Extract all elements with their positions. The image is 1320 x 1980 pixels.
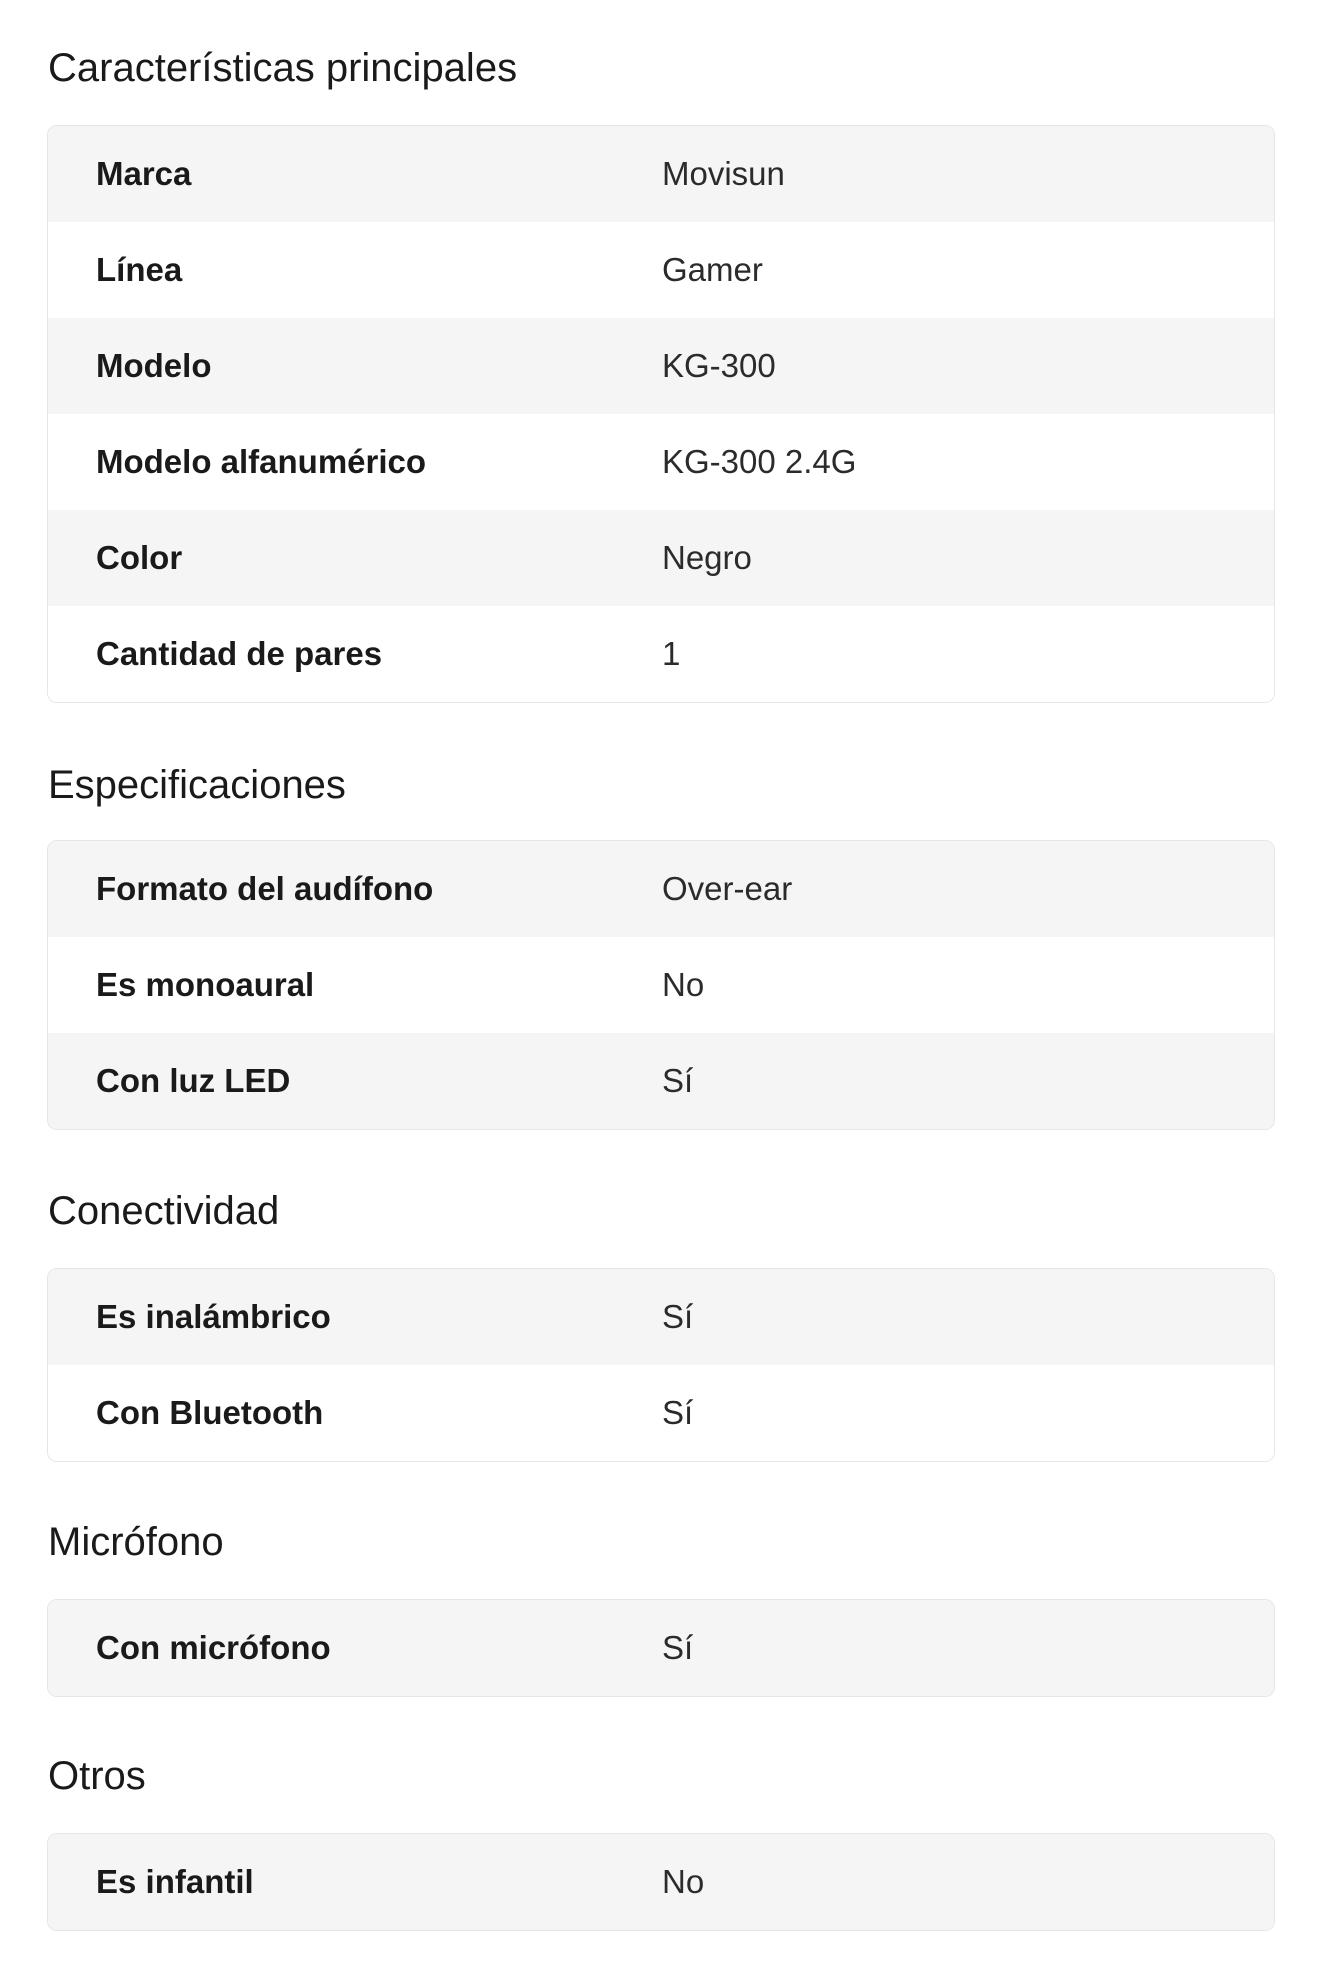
- spec-label: Formato del audífono: [96, 870, 434, 907]
- spec-value: KG-300 2.4G: [662, 443, 857, 480]
- spec-value: Sí: [662, 1298, 694, 1335]
- spec-row: [48, 1033, 1274, 1129]
- spec-label: Color: [96, 539, 183, 576]
- spec-label: Modelo: [96, 347, 212, 384]
- spec-row: [48, 126, 1274, 222]
- spec-table-especificaciones: [47, 840, 1275, 1130]
- spec-label: Con micrófono: [96, 1629, 331, 1666]
- spec-value: Gamer: [662, 251, 763, 288]
- spec-table-otros: [47, 1833, 1275, 1931]
- section-title-otros: Otros: [48, 1754, 146, 1798]
- spec-row: [48, 1365, 1274, 1461]
- spec-value: Movisun: [662, 155, 785, 192]
- spec-value: KG-300: [662, 347, 776, 384]
- spec-row: [48, 841, 1274, 937]
- spec-value: Sí: [662, 1394, 694, 1431]
- spec-label: Línea: [96, 251, 183, 288]
- spec-row: [48, 937, 1274, 1033]
- spec-value: Negro: [662, 539, 752, 576]
- spec-label: Es monoaural: [96, 966, 315, 1003]
- section-title-microfono: Micrófono: [48, 1520, 224, 1564]
- spec-label: Con luz LED: [96, 1062, 291, 1099]
- spec-label: Es infantil: [96, 1863, 254, 1900]
- spec-row: [48, 510, 1274, 606]
- spec-row: [48, 318, 1274, 414]
- spec-table-caracteristicas: [47, 125, 1275, 703]
- spec-label: Con Bluetooth: [96, 1394, 324, 1431]
- spec-value: Sí: [662, 1629, 694, 1666]
- spec-label: Modelo alfanumérico: [96, 443, 427, 480]
- spec-value: Sí: [662, 1062, 694, 1099]
- section-title-conectividad: Conectividad: [48, 1189, 280, 1233]
- spec-table-conectividad: [47, 1268, 1275, 1462]
- spec-label: Cantidad de pares: [96, 635, 383, 672]
- section-title-especificaciones: Especificaciones: [48, 763, 346, 807]
- spec-value: Over-ear: [662, 870, 793, 907]
- section-title-caracteristicas: Características principales: [48, 46, 518, 90]
- spec-label: Marca: [96, 155, 192, 192]
- spec-label: Es inalámbrico: [96, 1298, 331, 1335]
- spec-value: No: [662, 1863, 705, 1900]
- spec-table-microfono: [47, 1599, 1275, 1697]
- spec-row: [48, 1600, 1274, 1696]
- spec-row: [48, 1269, 1274, 1365]
- spec-value: No: [662, 966, 705, 1003]
- spec-row: [48, 606, 1274, 702]
- spec-row: [48, 1834, 1274, 1930]
- spec-row: [48, 414, 1274, 510]
- spec-value: 1: [662, 635, 681, 672]
- spec-row: [48, 222, 1274, 318]
